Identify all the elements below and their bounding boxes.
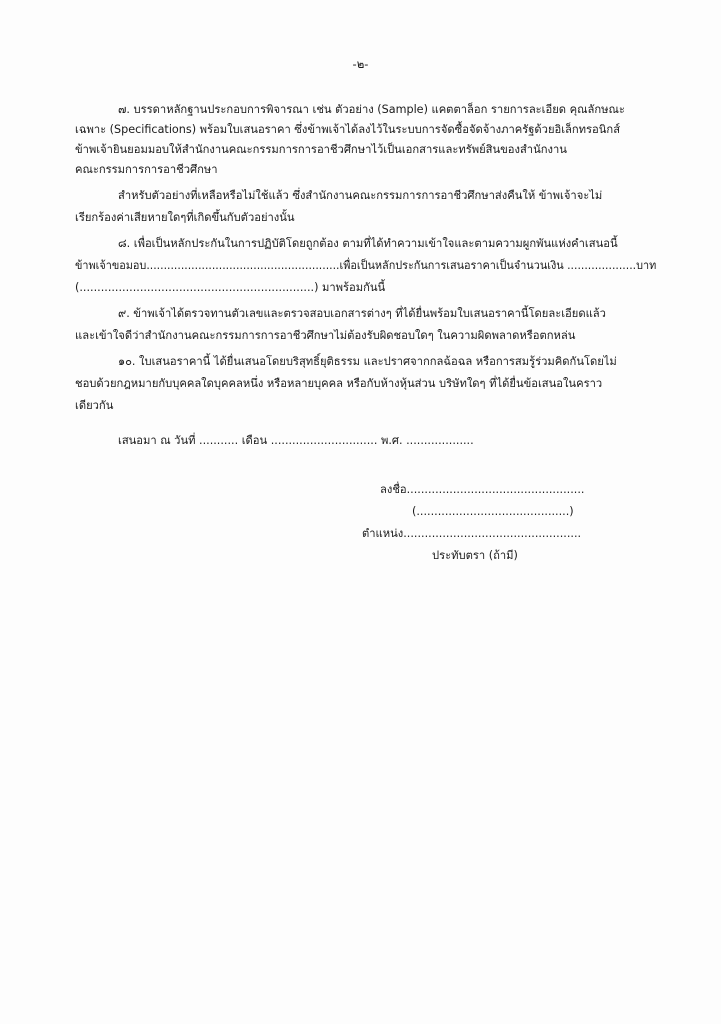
clause7-line1: ๗. บรรดาหลักฐานประกอบการพิจารณา เช่น ตัวอย่าง (Sample) แคตตาล็อก รายการละเอียด คุณลักษณะ [118, 103, 625, 116]
clause7-line4: คณะกรรมการการอาชีวศึกษา [75, 163, 218, 176]
clause10-line2: ชอบด้วยกฎหมายกับบุคคลใดบุคคลหนึ่ง หรือหลายบุคคล หรือกับห้างหุ้นส่วน บริษัทใดๆ ที่ได้ยื่นข้อเสนอในคราว [75, 377, 603, 390]
position-line: ตำแหน่ง.................................................. [362, 527, 582, 540]
signer-name-line: (...........................................) [412, 505, 574, 518]
submission-date-line: เสนอมา ณ วันที่ ........... เดือน .............................. พ.ศ. ................... [118, 434, 474, 447]
clause8-line2: ข้าพเจ้าขอมอบ........................................................เพื่อเป็นหลักประกันการเสนอราคาเป็นจำนวนเงิน ....................บาท [75, 259, 657, 272]
page-number: -๒- [352, 57, 369, 71]
signature-line: ลงชื่อ.................................................. [380, 483, 585, 496]
clause10-line1: ๑๐. ใบเสนอราคานี้ ได้ยื่นเสนอโดยบริสุทธิ์ยุติธรรม และปราศจากกลฉ้อฉล หรือการสมรู้ร่วมคิดกันโดยไม่ [118, 355, 617, 368]
clause7-line3: ข้าพเจ้ายินยอมมอบให้สำนักงานคณะกรรมการการอาชีวศึกษาไว้เป็นเอกสารและทรัพย์สินของสำนักงาน [75, 143, 567, 156]
clause9-line1: ๙. ข้าพเจ้าได้ตรวจทานตัวเลขและตรวจสอบเอกสารต่างๆ ที่ได้ยื่นพร้อมใบเสนอราคานี้โดยละเอียดแล้ว [118, 307, 606, 320]
clause8-line3: (..................................................................) มาพร้อมกันนี้ [75, 281, 386, 294]
clause9-line2: และเข้าใจดีว่าสำนักงานคณะกรรมการการอาชีวศึกษาไม่ต้องรับผิดชอบใดๆ ในความผิดพลาดหรือตกหล่น [75, 329, 576, 342]
clause7-line6: เรียกร้องค่าเสียหายใดๆที่เกิดขึ้นกับตัวอย่างนั้น [75, 211, 295, 224]
clause7-line2: เฉพาะ (Specifications) พร้อมใบเสนอราคา ซึ่งข้าพเจ้าได้ลงไว้ในระบบการจัดซื้อจัดจ้างภาครัฐด้วยอิเล็กทรอนิกส์ [75, 123, 621, 136]
clause7-line5: สำหรับตัวอย่างที่เหลือหรือไม่ใช้แล้ว ซึ่งสำนักงานคณะกรรมการการอาชีวศึกษาส่งคืนให้ ข้าพเจ้าจะไม่ [118, 189, 603, 202]
clause10-line3: เดียวกัน [75, 399, 114, 412]
clause8-line1: ๘. เพื่อเป็นหลักประกันในการปฏิบัติโดยถูกต้อง ตามที่ได้ทำความเข้าใจและตามความผูกพันแห่งคำเสนอนี้ [118, 237, 618, 250]
company-seal-note: ประทับตรา (ถ้ามี) [432, 549, 518, 562]
